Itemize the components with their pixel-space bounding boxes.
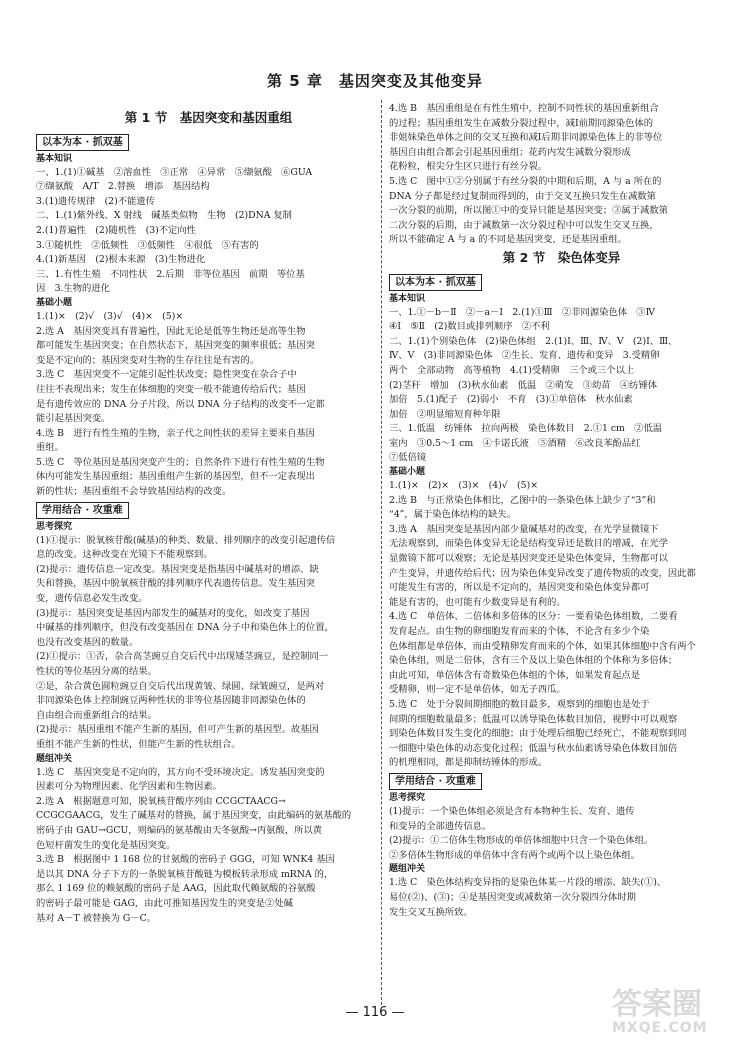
answer-line: 也没有改变基因的数量。 [36,636,139,648]
answer-line: 1.(1)× (2)× (3)× (4)√ (5)× [389,480,538,492]
answer-line: 加倍 5.(1)配子 (2)弱小 不育 (3)①单倍体 秋水仙素 [389,394,633,406]
chapter-title: 第 5 章 基因突变及其他变异 [267,72,483,90]
answer-line: 往往不表现出来；发生在体细胞的突变一般不能遗传给后代；基因 [36,383,306,395]
answer-line: 那么 1 169 位的赖氨酸的密码子是 AAG，因此取代赖氨酸的谷氨酸 [36,883,316,895]
heading-box-application: 学用结合 · 攻重难 [36,502,129,519]
answer-line: 由此可知，单倍体含有奇数染色体组的个体，如果发育起点是 [389,669,641,681]
answer-line: 色短杆菌发生的变化是基因突变。 [36,839,176,851]
answer-line: 一次分裂的前期，所以图①中的变异只能是基因突变；③属于减数第 [389,205,668,217]
basic-knowledge-block [36,166,381,297]
answer-line: 失和替换，基因中脱氧核苷酸的排列顺序代表遗传信息。发生基因突 [36,578,315,590]
answer-line: 1.选 C 基因突变是不定向的，其方向不受环境决定。诱发基因突变的 [36,766,325,778]
subheading-think-explore: 思考探究 [36,521,73,532]
answer-line: 因 3.生物的进化 [36,283,110,295]
answer-line: 5.选 C 处于分裂间期细胞的数目最多，观察到的细胞也是处于 [389,698,650,710]
subheading-basic-knowledge: 基本知识 [36,153,73,164]
answer-line: 三、1.低温 纺锤体 拉向两极 染色体数目 2.①1 cm ②低温 [389,423,663,435]
answer-line: (2)提示：①二倍体生物形成的单倍体细胞中只含一个染色体组。 [389,835,654,847]
answer-line: 一、1.(1)①碱基 ②溶血性 ③正常 ④异常 ⑤缬氨酸 ⑥GUA [36,166,313,178]
answer-line: 受精卵，则一定不是单倍体，如无子西瓜。 [389,684,566,696]
answer-line: 4.选 B 进行有性生殖的生物，亲子代之间性状的差异主要来自基因 [36,427,315,439]
right-column [389,102,734,920]
answer-line: 易位(②)、(③)；④是基因突变或减数第一次分裂四分体时期 [389,891,636,903]
answer-line: 的过程；基因重组发生在减数分裂过程中，减Ⅰ前期同源染色体的 [389,117,653,129]
answer-line: 二、1.(1)个别染色体 (2)染色体组 2.(1)Ⅰ、Ⅲ、Ⅳ、Ⅴ (2)Ⅰ、Ⅲ、 [389,335,678,347]
answer-line: 变，遗传信息必发生改变。 [36,593,148,605]
answer-line: 4.选 B 基因重组是在有性生殖中，控制不同性状的基因重新组合 [389,103,659,114]
answer-line: 基因自由组合都会引起基因重组；花药内发生减数分裂形成 [389,146,631,158]
answer-line: 一、1.①－b－Ⅱ ②－a－Ⅰ 2.(1)①Ⅲ ②非同源染色体 ③Ⅳ [389,306,655,318]
answer-line: 发育起点。由生物的卵细胞发育而来的个体，不论含有多少个染 [389,626,650,637]
answer-line: 都可能发生基因突变；在自然状态下，基因突变的频率很低；基因突 [36,340,315,352]
answer-line: 因素可分为物理因素、化学因素和生物因素。 [36,781,222,793]
answer-line: 染色体组，则是二倍体，含有三个及以上染色体组的个体称为多倍体； [389,655,678,667]
answer-line: 非同源染色体上控制豌豆两种性状的非等位基因随非同源染色体的 [36,695,306,707]
answer-line: 到染色体数目发生变化的细胞；由于处理后细胞已经死亡，不能观察到同 [389,728,687,740]
answer-line: ④Ⅰ ⑤Ⅱ (2)数目或排列顺序 ②不利 [389,321,550,333]
answer-line: Ⅳ、Ⅴ (3)非同源染色体 ②生长、发育、遗传和变异 3.受精卵 [389,350,660,362]
watermark-text: 答案圈 [612,987,702,1022]
continued-answers-block [389,102,734,248]
answer-line: 是有遗传效应的 DNA 分子片段，所以 DNA 分子结构的改变不一定都 [36,398,325,410]
answer-line: 间期的细胞数量最多；低温可以诱导染色体数目加倍，视野中可以观察 [389,713,678,725]
answer-line: (1)①提示：脱氧核苷酸(碱基)的种类、数量、排列顺序的改变引起遗传信 [36,534,336,546]
answer-line: 自由组合而重新组合的结果。 [36,709,157,721]
answer-line: 加倍 ②明显缩短育种年限 [389,408,501,420]
subheading-small-questions: 基础小题 [389,467,426,478]
section-1-title: 第 1 节 基因突变和基因重组 [124,110,293,125]
answer-line: 室内 ③0.5～1 cm ④卡诺氏液 ⑤酒精 ⑥改良苯酚品红 [389,437,641,449]
answer-line: (1)提示：一个染色体组必须是含有本物种生长、发育、遗传 [389,805,635,817]
answer-line: 能是有害的，也可能有少数变异是有利的。 [389,596,566,608]
answer-line: 2.(1)普遍性 (2)随机性 (3)不定向性 [36,224,196,236]
answer-line: 性状的等位基因分离的结果。 [36,666,157,677]
section-2-title: 第 2 节 染色体变异 [502,249,621,265]
answer-line: 能引起基因突变。 [36,413,111,425]
answer-line: “4”，属于染色体结构的缺失。 [389,509,516,521]
page-number: — 116 — [345,1005,405,1020]
answer-line: 2.选 B 与正常染色体相比，乙图中的一条染色体上缺少了“3”和 [389,494,656,506]
heading-box-application: 学用结合 · 攻重难 [389,773,482,790]
answer-line: 花粉粒，根尖分生区只进行有丝分裂。 [389,161,548,173]
answer-line: 3.选 B 根据图中 1 168 位的甘氨酸的密码子 GGG，可知 WNK4 基因 [36,854,335,866]
group-practice-block [36,766,381,927]
watermark-url: MXQE.COM [612,1020,708,1036]
answer-line: 3.选 A 基因突变是基因内部少量碱基对的改变，在光学显微镜下 [389,523,659,535]
column-divider [381,100,382,1005]
answer-line: ⑦缬氨酸 A/T 2.替换 增添 基因结构 [36,181,210,193]
subheading-basic-knowledge: 基本知识 [389,293,426,304]
answer-line: 3.①随机性 ②低频性 ③低频性 ④很低 ⑤有害的 [36,239,259,251]
answer-line: 的机理相同，都是抑制纺锤体的形成。 [389,757,548,769]
answer-line: ⑦低倍镜 [389,452,427,464]
answer-line: 2.选 A 基因突变具有普遍性，因此无论是低等生物还是高等生物 [36,325,306,337]
answer-line: (2)茎秆 增加 (3)秋水仙素 低温 ②萌发 ③幼苗 ④纺锤体 [389,379,658,391]
answer-line: 二、1.(1)紫外线、X 射线 碱基类似物 生物 (2)DNA 复制 [36,210,292,222]
small-questions-block [389,479,734,771]
answer-line: 重组不能产生新的性状，但能产生新的性状组合。 [36,738,241,750]
answer-line: 所以不能确定 A 与 a 的不同是基因突变，还是基因重组。 [389,234,627,246]
think-explore-block [36,534,381,753]
answer-line: 可能发生有害的，所以是不定向的，基因突变和染色体变异都可 [389,582,650,594]
think-explore-block [389,805,734,863]
answer-line: 两个 全部动物 高等植物 4.(1)受精卵 三个或三个以上 [389,364,635,376]
answer-line: 一细胞中染色体的动态变化过程；低温与秋水仙素诱导染色体数目加倍 [389,742,678,754]
subheading-group-practice: 题组冲关 [36,753,73,764]
answer-line: (2)提示：遗传信息一定改变。基因突变是指基因中碱基对的增添、缺 [36,563,319,575]
answer-line: 2.选 A 根据题意可知，脱氧核苷酸序列由 CCGCTAACG→ [36,795,286,807]
answer-line: 息的改变。这种改变在光镜下不能观察到。 [36,549,213,561]
left-column [36,108,381,926]
answer-line: DNA 分子都是经过复制而得到的，由于交叉互换只发生在减数第 [389,190,656,202]
answer-line: 和变异的全部遗传信息。 [389,820,492,832]
answer-line: 4.(1)新基因 (2)根本来源 (3)生物进化 [36,254,206,266]
answer-line: 变是不定向的；基因突变对生物的生存往往是有害的。 [36,354,260,366]
site-watermark-logo [612,987,738,1042]
answer-line: 发生交叉互换所致。 [389,906,473,918]
subheading-think-explore: 思考探究 [389,792,426,803]
answer-line: 中碱基的排列顺序，但没有改变基因在 DNA 分子中和染色体上的位置， [36,622,334,634]
heading-box-basics: 以本为本 · 抓双基 [389,274,482,291]
answer-line: 1.(1)× (2)√ (3)√ (4)× (5)× [36,310,184,322]
answer-line: 3.(1)遗传规律 (2)不能遗传 [36,195,155,207]
subheading-small-questions: 基础小题 [36,297,73,308]
answer-line: (2)①提示：①否，杂合高茎豌豆自交后代中出现矮茎豌豆，是控制同一 [36,651,329,663]
answer-line: 三、1.有性生殖 不同性状 2.后期 非等位基因 前期 等位基 [36,268,305,280]
answer-line: 无法观察到，而染色体变异无论是结构变异还是数目的增减，在光学 [389,538,668,550]
small-questions-block [36,310,381,500]
subheading-group-practice: 题组冲关 [389,864,426,875]
answer-line: 新的性状；基因重组不会导致基因结构的改变。 [36,486,232,498]
heading-box-basics: 以本为本 · 抓双基 [36,134,129,151]
answer-line: 5.选 C 等位基因是基因突变产生的；自然条件下进行有性生殖的生物 [36,456,325,468]
group-practice-block [389,876,734,920]
answer-line: 重组。 [36,442,64,454]
answer-line: 3.选 C 基因突变不一定能引起性状改变；隐性突变在杂合子中 [36,369,297,381]
answer-line: (3)提示：基因突变是基因内部发生的碱基对的变化，如改变了基因 [36,607,310,619]
answer-line: (2)提示：基因重组不能产生新的基因，但可产生新的基因型。故基因 [36,724,319,736]
answer-line: 产生变异，并遗传给后代；因为染色体变异改变了遗传物质的改变，因此都 [389,567,696,579]
answer-line: 5.选 C 图中①②分别属于有丝分裂的中期和后期，A 与 a 所在的 [389,175,662,187]
answer-line: 二次分裂的后期，由于减数第一次分裂过程中可以发生交叉互换， [389,219,659,231]
answer-line: 1.选 C 染色体结构变异指的是染色体某一片段的增添、缺失(①)、 [389,877,667,889]
answer-line: 的密码子最可能是 GAG，由此可推知基因发生的突变是②处碱 [36,897,293,909]
answer-line: ②是，杂合黄色圆粒豌豆自交后代出现黄皱、绿圆、绿皱豌豆，是两对 [36,680,325,692]
answer-line: 4.选 C 单倍体、二倍体和多倍体的区分：一要看染色体组数，二要看 [389,611,678,623]
answer-line: 是以其 DNA 分子下方的一条脱氧核苷酸链为模板转录形成 mRNA 的， [36,868,334,880]
answer-line: 密码子由 GAU→GCU，则编码的氨基酸由天冬氨酸→丙氨酸，所以黄 [36,824,323,836]
answer-line: CCGCGAACG，发生了碱基对的替换，属于基因突变，由此编码的氨基酸的 [36,810,352,822]
answer-line: 非姐妹染色单体之间的交叉互换和减Ⅰ后期非同源染色体上的非等位 [389,132,663,144]
basic-knowledge-block [389,306,734,467]
answer-line: 基对 A－T 被替换为 G－C。 [36,912,156,924]
answer-line: ②多倍体生物形成的单倍体中含有两个或两个以上染色体组。 [389,849,641,861]
answer-line: 显微镜下都可以观察；无论是基因突变还是染色体变异，生物都可以 [389,553,668,565]
answer-line: 色体组都是单倍体，而由受精卵发育而来的个体，如果其体细胞中含有两个 [389,640,696,652]
answer-line: 体内可能发生基因重组；基因重组产生新的基因型，但不一定表现出 [36,471,315,483]
